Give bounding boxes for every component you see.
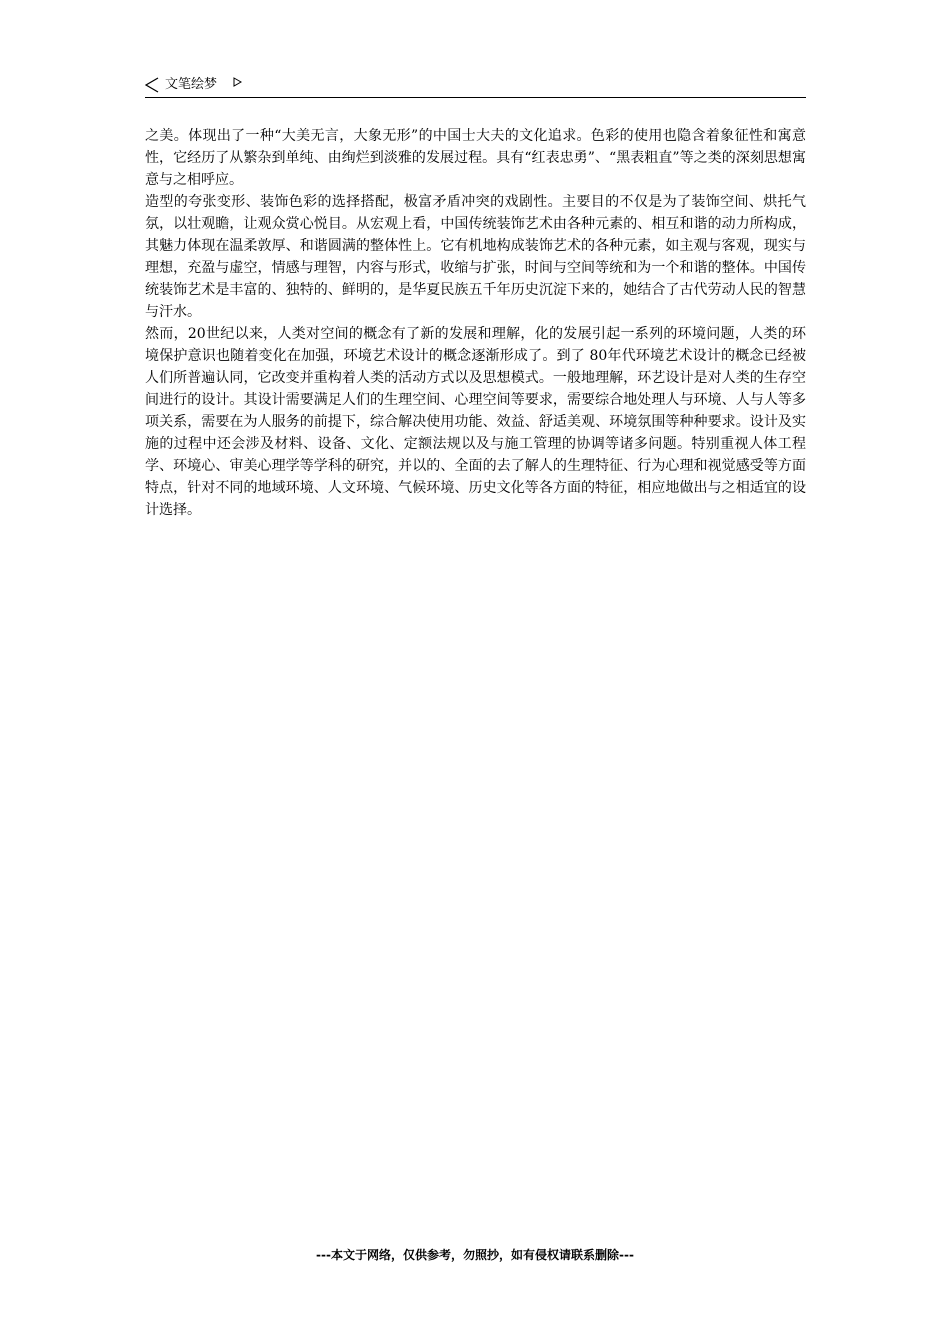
document-body [145, 125, 806, 521]
paragraph: 造型的夸张变形、装饰色彩的选择搭配，极富矛盾冲突的戏剧性。主要目的不仅是为了装饰空间、烘托气氛，以壮观瞻，让观众赏心悦目。从宏观上看，中国传统装饰艺术由各种元素的、相互和谐的动力所构成，其魅力体现在温柔敦厚、和谐圆满的整体性上。它有机地构成装饰艺术的各种元素，如主观与客观，现实与理想，充盈与虚空，情感与理智，内容与形式，收缩与扩张，时间与空间等统和为一个和谐的整体。中国传统装饰艺术是丰富的、独特的、鲜明的，是华夏民族五千年历史沉淀下来的，她结合了古代劳动人民的智慧与汗水。 [145, 194, 806, 320]
paragraph: 然而，20世纪以来，人类对空间的概念有了新的发展和理解，化的发展引起一系列的环境问题，人类的环境保护意识也随着变化在加强，环境艺术设计的概念逐渐形成了。到了 80年代环境艺术设计的概念已经被人们所普遍认同，它改变并重构着人类的活动方式以及思想模式。一般地理解，环艺设计是对人类的生存空间进行的设计。其设计需要满足人们的生理空间、心理空间等要求，需要综合地处理人与环境、人与人等多项关系，需要在为人服务的前提下，综合解决使用功能、效益、舒适美观、环境氛围等种种要求。设计及实施的过程中还会涉及材料、设备、文化、定额法规以及与施工管理的协调等诸多问题。特别重视人体工程学、环境心、审美心理学等学科的研究，并以的、全面的去了解人的生理特征、行为心理和视觉感受等方面特点，针对不同的地域环境、人文环境、气候环境、历史文化等各方面的特征，相应地做出与之相适宜的设计选择。 [145, 326, 806, 518]
triangle-left-icon [145, 77, 159, 93]
page-header [145, 74, 806, 98]
header-title: 文笔绘梦 [165, 77, 218, 92]
page-footer: ---本文于网络，仅供参考，勿照抄，如有侵权请联系删除--- [316, 1248, 634, 1262]
paragraph: 之美。体现出了一种“大美无言，大象无形”的中国士大夫的文化追求。色彩的使用也隐含着象征性和寓意性，它经历了从繁杂到单纯、由绚烂到淡雅的发展过程。具有“红表忠勇”、“黑表粗直”等之类的深刻思想寓意与之相呼应。 [145, 128, 806, 188]
triangle-right-icon [233, 77, 242, 87]
